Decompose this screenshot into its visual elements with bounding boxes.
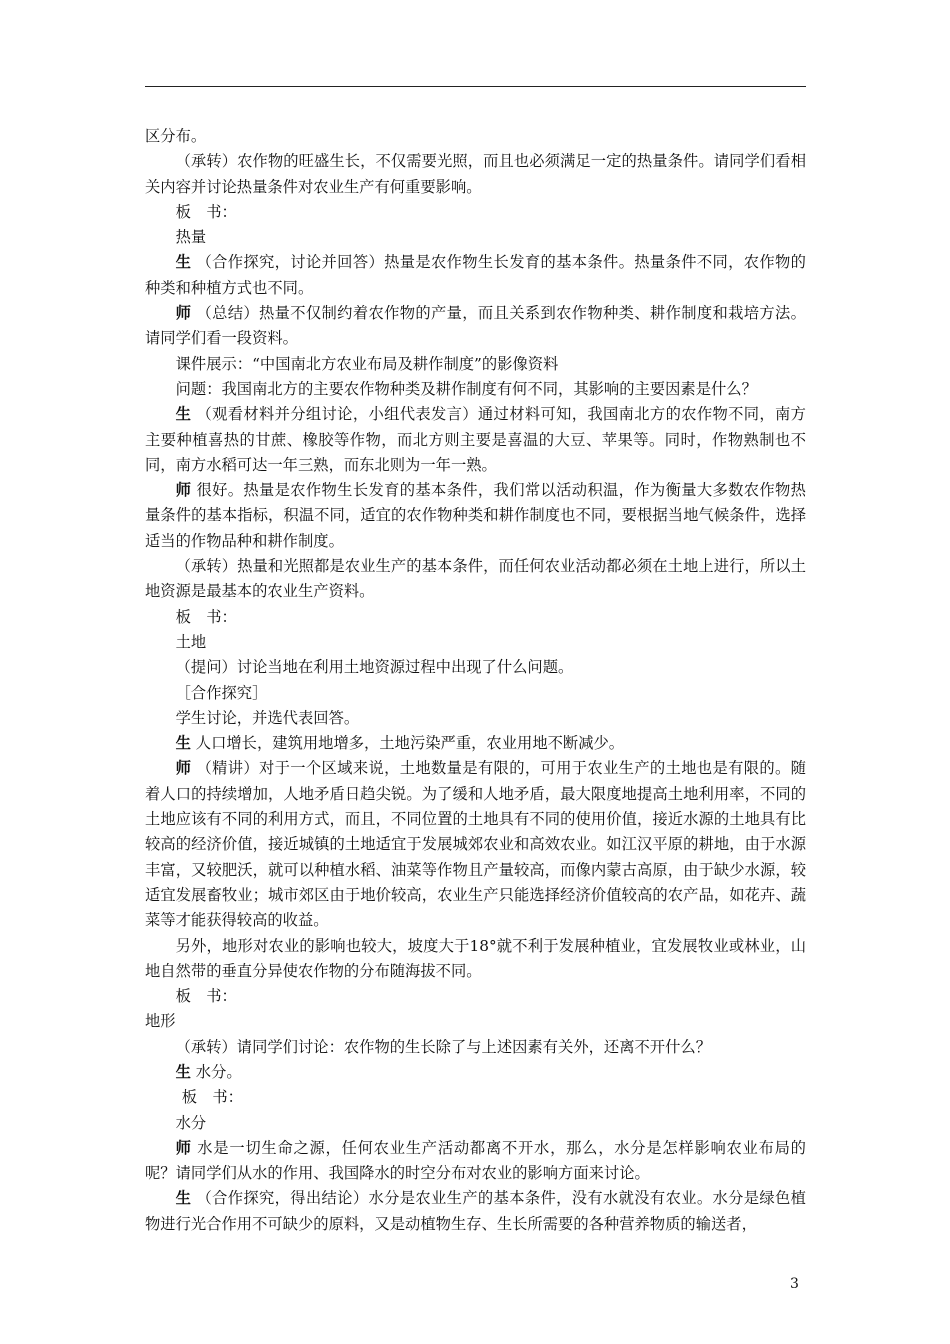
paragraph [145, 934, 806, 985]
paragraph [145, 1035, 806, 1060]
paragraph [145, 250, 806, 301]
paragraph-text: 问题：我国南北方的主要农作物种类及耕作制度有何不同，其影响的主要因素是什么？ [175, 379, 757, 398]
paragraph [145, 706, 806, 731]
paragraph-text: 人口增长，建筑用地增多，土地污染严重，农业用地不断减少。 [195, 734, 625, 753]
paragraph [145, 1060, 806, 1085]
speaker-label: 生 [175, 734, 191, 753]
paragraph-text: （总结）热量不仅制约着农作物的产量，而且关系到农作物种类、耕作制度和栽培方法。请同学们看一段资料。 [145, 304, 806, 348]
paragraph [145, 1085, 806, 1110]
paragraph [145, 377, 806, 402]
paragraph [145, 402, 806, 478]
header-rule [145, 86, 806, 87]
paragraph-text: （观看材料并分组讨论，小组代表发言）通过材料可知，我国南北方的农作物不同，南方主要种植喜热的甘蔗、橡胶等作物，而北方则主要是喜温的大豆、苹果等。同时，作物熟制也不同，南方水稻可达一年三熟，而东北则为一年一熟。 [145, 405, 806, 474]
paragraph-text: 区分布。 [145, 127, 207, 145]
speaker-label: 师 [175, 1138, 192, 1157]
paragraph-text: （承转）请同学们讨论：农作物的生长除了与上述因素有关外，还离不开什么？ [175, 1037, 711, 1056]
paragraph-text: 课件展示：“中国南北方农业布局及耕作制度”的影像资料 [175, 354, 559, 373]
speaker-label: 生 [175, 253, 192, 272]
paragraph [145, 655, 806, 680]
paragraph-text: 水分。 [195, 1062, 242, 1081]
speaker-label: 生 [175, 405, 192, 424]
paragraph-text: （合作探究，得出结论）水分是农业生产的基本条件，没有水就没有农业。水分是绿色植物进行光合作用不可缺少的原料，又是动植物生存、生长所需要的各种营养物质的输送者， [145, 1189, 806, 1233]
paragraph [145, 124, 806, 149]
paragraph-text: （承转）热量和光照都是农业生产的基本条件，而任何农业活动都必须在土地上进行，所以土地资源是最基本的农业生产资料。 [145, 557, 806, 601]
paragraph-text: 板 书： [175, 607, 237, 626]
speaker-label: 师 [175, 759, 192, 778]
paragraph-text: （合作探究，讨论并回答）热量是农作物生长发育的基本条件。热量条件不同，农作物的种类和种植方式也不同。 [145, 253, 806, 297]
paragraph [145, 301, 806, 352]
paragraph [145, 478, 806, 554]
speaker-label: 生 [175, 1189, 192, 1208]
paragraph-text: （精讲）对于一个区域来说，土地数量是有限的，可用于农业生产的土地也是有限的。随着人口的持续增加，人地矛盾日趋尖锐。为了缓和人地矛盾，最大限度地提高土地利用率，不同的土地应该有不同的利用方式，而且，不同位置的土地具有不同的使用价值，接近水源的土地具有比较高的经济价值，接近城镇的土地适宜于发展城郊农业和高效农业。如江汉平原的耕地，由于水源丰富，又较肥沃，就可以种植水稻、油菜等作物且产量较高，而像内蒙古高原，由于缺少水源，较适宜发展畜牧业；城市郊区由于地价较高，农业生产只能选择经济价值较高的农产品，如花卉、蔬菜等才能获得较高的收益。 [145, 759, 806, 930]
paragraph [145, 630, 806, 655]
paragraph [145, 149, 806, 200]
speaker-label: 师 [175, 304, 192, 323]
paragraph [145, 225, 806, 250]
paragraph [145, 352, 806, 377]
paragraph-text: 板 书： [181, 1088, 243, 1107]
paragraph-text: 热量 [175, 228, 207, 247]
paragraph [145, 554, 806, 605]
paragraph-text: 水分 [175, 1113, 207, 1132]
paragraph-text: 板 书： [175, 987, 237, 1006]
paragraph-text: 很好。热量是农作物生长发育的基本条件，我们常以活动积温，作为衡量大多数农作物热量条件的基本指标，积温不同，适宜的农作物种类和耕作制度也不同，要根据当地气候条件，选择适当的作物品种和耕作制度。 [145, 481, 806, 550]
paragraph [145, 1136, 806, 1187]
paragraph-text: 另外，地形对农业的影响也较大，坡度大于18°就不利于发展种植业，宜发展牧业或林业，山地自然带的垂直分异使农作物的分布随海拔不同。 [145, 936, 806, 980]
paragraph [145, 681, 806, 706]
page-number: 3 [790, 1276, 799, 1292]
paragraph [145, 1111, 806, 1136]
paragraph [145, 984, 806, 1009]
paragraph-text: 土地 [175, 632, 207, 651]
paragraph [145, 1009, 806, 1034]
paragraph-text: 地形 [145, 1012, 176, 1031]
paragraph-text: 水是一切生命之源，任何农业生产活动都离不开水，那么，水分是怎样影响农业布局的呢？请同学们从水的作用、我国降水的时空分布对农业的影响方面来讨论。 [145, 1138, 806, 1183]
paragraph-text: ［合作探究］ [175, 683, 268, 702]
document-body [145, 124, 806, 1237]
paragraph [145, 200, 806, 225]
paragraph [145, 1186, 806, 1237]
speaker-label: 生 [175, 1062, 191, 1081]
paragraph-text: （提问）讨论当地在利用土地资源过程中出现了什么问题。 [175, 658, 574, 677]
paragraph [145, 731, 806, 756]
speaker-label: 师 [175, 481, 192, 500]
paragraph-text: 学生讨论，并选代表回答。 [175, 708, 360, 727]
paragraph-text: （承转）农作物的旺盛生长，不仅需要光照，而且也必须满足一定的热量条件。请同学们看相关内容并讨论热量条件对农业生产有何重要影响。 [145, 152, 806, 196]
paragraph [145, 756, 806, 933]
paragraph-text: 板 书： [175, 202, 237, 221]
paragraph [145, 605, 806, 630]
